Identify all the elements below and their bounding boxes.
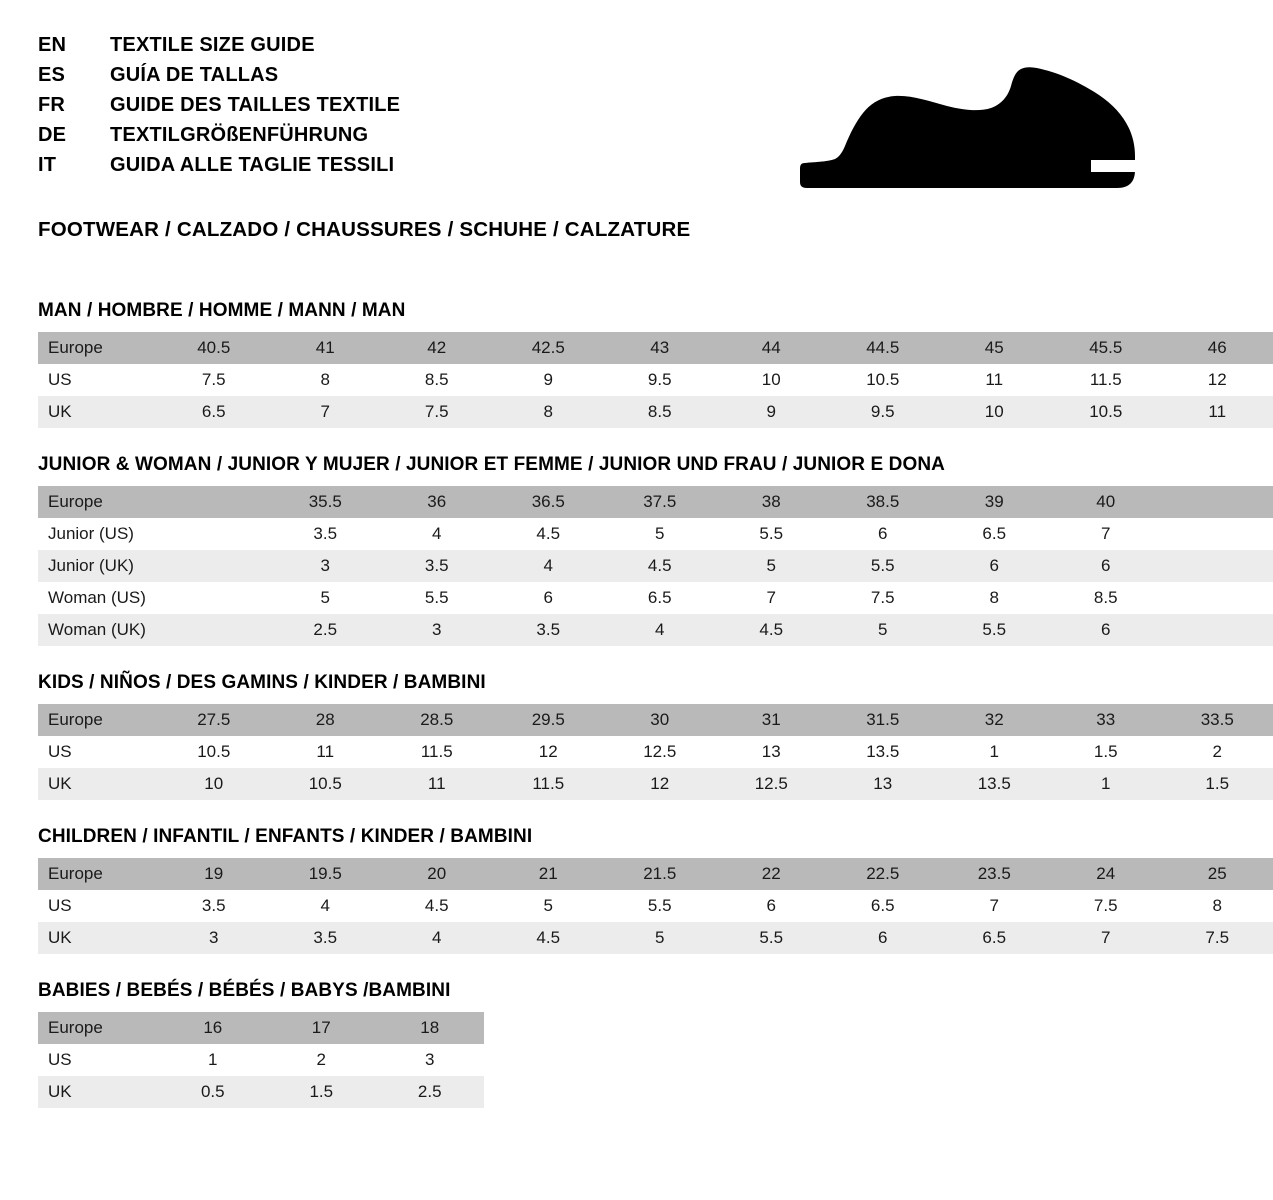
cell: 32	[939, 704, 1051, 736]
cell: 3.5	[270, 922, 382, 954]
cell: 27.5	[158, 704, 270, 736]
cell: 7	[1050, 518, 1162, 550]
cell: 4.5	[493, 922, 605, 954]
cell: 5	[493, 890, 605, 922]
language-row	[38, 64, 400, 87]
cell: 1.5	[267, 1076, 375, 1108]
cell: 11	[939, 364, 1051, 396]
table-row	[38, 922, 1273, 954]
row-label: Junior (US)	[38, 518, 158, 550]
cell: 12.5	[604, 736, 716, 768]
row-label: Europe	[38, 704, 158, 736]
cell: 36	[381, 486, 493, 518]
row-label: Europe	[38, 858, 158, 890]
cell: 4.5	[604, 550, 716, 582]
dress-shoe-icon	[802, 34, 1162, 190]
cell: 11.5	[381, 736, 493, 768]
cell: 33	[1050, 704, 1162, 736]
cell: 11.5	[1050, 364, 1162, 396]
table-row	[38, 704, 1273, 736]
cell: 7.5	[1050, 890, 1162, 922]
cell: 7	[716, 582, 828, 614]
size-sections	[38, 300, 1234, 1108]
cell: 10.5	[1050, 396, 1162, 428]
cell: 8.5	[1050, 582, 1162, 614]
row-label: Woman (US)	[38, 582, 158, 614]
cell: 5.5	[827, 550, 939, 582]
language-row	[38, 154, 400, 177]
cell: 45.5	[1050, 332, 1162, 364]
cell: 9.5	[827, 396, 939, 428]
cell: 4	[381, 518, 493, 550]
cell: 12	[1162, 364, 1273, 396]
cell: 1.5	[1050, 736, 1162, 768]
cell: 40.5	[158, 332, 270, 364]
row-label: US	[38, 364, 158, 396]
cell: 35.5	[270, 486, 382, 518]
cell: 7	[939, 890, 1051, 922]
section-title: JUNIOR & WOMAN / JUNIOR Y MUJER / JUNIOR ET FEMME / JUNIOR UND FRAU / JUNIOR E DONA	[38, 454, 946, 475]
cell	[158, 550, 270, 582]
cell: 25	[1162, 858, 1273, 890]
cell: 6	[827, 922, 939, 954]
cell	[1162, 582, 1273, 614]
cell: 8	[493, 396, 605, 428]
cell: 13.5	[939, 768, 1051, 800]
section-babies	[38, 980, 1162, 1108]
cell: 7.5	[158, 364, 270, 396]
cell: 1	[1050, 768, 1162, 800]
cell: 21	[493, 858, 605, 890]
cell: 5.5	[381, 582, 493, 614]
cell	[1162, 518, 1273, 550]
cell	[158, 486, 270, 518]
row-label: Woman (UK)	[38, 614, 158, 646]
cell: 5	[827, 614, 939, 646]
cell: 3	[158, 922, 270, 954]
cell: 2.5	[376, 1076, 485, 1108]
cell: 8	[939, 582, 1051, 614]
cell: 36.5	[493, 486, 605, 518]
cell: 10.5	[158, 736, 270, 768]
row-label: US	[38, 890, 158, 922]
cell: 11	[1162, 396, 1273, 428]
table-row	[38, 396, 1273, 428]
cell: 3	[270, 550, 382, 582]
section-title: KIDS / NIÑOS / DES GAMINS / KINDER / BAMBINI	[38, 672, 486, 693]
cell: 2	[1162, 736, 1273, 768]
cell: 28	[270, 704, 382, 736]
section-kids	[38, 672, 1234, 800]
cell: 46	[1162, 332, 1273, 364]
section-title: CHILDREN / INFANTIL / ENFANTS / KINDER / BAMBINI	[38, 826, 533, 847]
table-row	[38, 518, 1273, 550]
cell: 31.5	[827, 704, 939, 736]
cell: 4	[270, 890, 382, 922]
cell: 7.5	[1162, 922, 1273, 954]
cell	[158, 518, 270, 550]
cell: 20	[381, 858, 493, 890]
cell: 7.5	[381, 396, 493, 428]
table-row	[38, 486, 1273, 518]
cell: 10	[939, 396, 1051, 428]
cell: 1	[939, 736, 1051, 768]
cell: 0.5	[159, 1076, 267, 1108]
cell: 31	[716, 704, 828, 736]
language-title: TEXTILGRÖßENFÜHRUNG	[110, 124, 369, 146]
table-row	[38, 614, 1273, 646]
language-title: GUIDA ALLE TAGLIE TESSILI	[110, 154, 395, 176]
cell: 8	[1162, 890, 1273, 922]
cell: 44.5	[827, 332, 939, 364]
cell: 4	[604, 614, 716, 646]
language-code: DE	[38, 124, 67, 146]
cell: 6.5	[604, 582, 716, 614]
size-table-junior-woman	[38, 486, 1273, 646]
language-code: FR	[38, 94, 66, 116]
cell: 8.5	[381, 364, 493, 396]
cell: 12.5	[716, 768, 828, 800]
cell: 44	[716, 332, 828, 364]
size-table-babies	[38, 1012, 484, 1108]
cell: 3.5	[493, 614, 605, 646]
cell: 5.5	[716, 922, 828, 954]
cell: 12	[604, 768, 716, 800]
cell: 6	[1050, 550, 1162, 582]
cell: 8	[270, 364, 382, 396]
cell: 5.5	[716, 518, 828, 550]
cell: 6	[1050, 614, 1162, 646]
cell: 4.5	[381, 890, 493, 922]
table-row	[38, 550, 1273, 582]
row-label: UK	[38, 922, 158, 954]
table-row	[38, 364, 1273, 396]
cell: 40	[1050, 486, 1162, 518]
cell: 11	[270, 736, 382, 768]
language-row	[38, 124, 400, 147]
cell: 10	[158, 768, 270, 800]
language-title: TEXTILE SIZE GUIDE	[110, 34, 315, 56]
section-title: BABIES / BEBÉS / BÉBÉS / BABYS /BAMBINI	[38, 980, 451, 1001]
cell: 13	[827, 768, 939, 800]
language-title: GUÍA DE TALLAS	[110, 64, 279, 86]
table-row	[38, 1076, 484, 1108]
cell: 6	[827, 518, 939, 550]
cell: 7.5	[827, 582, 939, 614]
table-row	[38, 890, 1273, 922]
cell: 4.5	[716, 614, 828, 646]
cell: 41	[270, 332, 382, 364]
language-code: EN	[38, 34, 67, 56]
cell: 19.5	[270, 858, 382, 890]
cell: 12	[493, 736, 605, 768]
cell: 9.5	[604, 364, 716, 396]
cell: 45	[939, 332, 1051, 364]
table-row	[38, 768, 1273, 800]
cell: 6	[939, 550, 1051, 582]
cell: 21.5	[604, 858, 716, 890]
cell: 23.5	[939, 858, 1051, 890]
row-label: US	[38, 1044, 159, 1076]
row-label: Europe	[38, 486, 158, 518]
cell: 19	[158, 858, 270, 890]
cell: 5.5	[604, 890, 716, 922]
cell: 11	[381, 768, 493, 800]
language-code: IT	[38, 154, 57, 176]
row-label: US	[38, 736, 158, 768]
cell: 1.5	[1162, 768, 1273, 800]
cell: 10.5	[827, 364, 939, 396]
cell: 8.5	[604, 396, 716, 428]
cell: 17	[267, 1012, 375, 1044]
table-row	[38, 1012, 484, 1044]
cell: 5	[604, 922, 716, 954]
section-man	[38, 300, 1227, 428]
cell: 5	[604, 518, 716, 550]
cell: 3.5	[270, 518, 382, 550]
cell: 18	[376, 1012, 485, 1044]
cell: 6	[716, 890, 828, 922]
cell: 38.5	[827, 486, 939, 518]
row-label: UK	[38, 768, 158, 800]
page-subtitle: FOOTWEAR / CALZADO / CHAUSSURES / SCHUHE / CALZATURE	[38, 218, 691, 241]
cell: 5.5	[939, 614, 1051, 646]
cell: 13	[716, 736, 828, 768]
cell: 9	[716, 396, 828, 428]
section-children	[38, 826, 1230, 954]
cell: 30	[604, 704, 716, 736]
table-row	[38, 582, 1273, 614]
table-row	[38, 736, 1273, 768]
cell: 1	[159, 1044, 267, 1076]
cell: 9	[493, 364, 605, 396]
cell: 11.5	[493, 768, 605, 800]
cell: 3	[381, 614, 493, 646]
section-title: MAN / HOMBRE / HOMME / MANN / MAN	[38, 300, 406, 321]
cell: 38	[716, 486, 828, 518]
row-label: Europe	[38, 1012, 159, 1044]
cell: 6.5	[158, 396, 270, 428]
row-label: Junior (UK)	[38, 550, 158, 582]
size-table-man	[38, 332, 1273, 428]
size-table-children	[38, 858, 1273, 954]
cell: 3.5	[381, 550, 493, 582]
cell: 7	[1050, 922, 1162, 954]
cell: 3.5	[158, 890, 270, 922]
cell: 10.5	[270, 768, 382, 800]
cell	[1162, 550, 1273, 582]
table-row	[38, 1044, 484, 1076]
cell: 7	[270, 396, 382, 428]
cell: 10	[716, 364, 828, 396]
cell: 6.5	[939, 518, 1051, 550]
cell: 4	[381, 922, 493, 954]
cell: 5	[716, 550, 828, 582]
cell: 42.5	[493, 332, 605, 364]
table-row	[38, 332, 1273, 364]
cell: 43	[604, 332, 716, 364]
row-label: Europe	[38, 332, 158, 364]
cell: 22	[716, 858, 828, 890]
cell: 4.5	[493, 518, 605, 550]
cell: 29.5	[493, 704, 605, 736]
cell: 2.5	[270, 614, 382, 646]
cell: 13.5	[827, 736, 939, 768]
row-label: UK	[38, 396, 158, 428]
cell: 42	[381, 332, 493, 364]
page-header	[38, 34, 1162, 190]
table-row	[38, 858, 1273, 890]
cell	[158, 582, 270, 614]
cell: 5	[270, 582, 382, 614]
cell: 37.5	[604, 486, 716, 518]
row-label: UK	[38, 1076, 159, 1108]
section-junior-woman	[38, 454, 1162, 646]
cell: 6	[493, 582, 605, 614]
cell: 28.5	[381, 704, 493, 736]
cell: 24	[1050, 858, 1162, 890]
language-row	[38, 94, 400, 117]
language-title: GUIDE DES TAILLES TEXTILE	[110, 94, 401, 116]
cell: 4	[493, 550, 605, 582]
cell: 16	[159, 1012, 267, 1044]
cell: 3	[376, 1044, 485, 1076]
cell: 39	[939, 486, 1051, 518]
cell: 22.5	[827, 858, 939, 890]
language-title-list	[38, 34, 400, 184]
size-table-kids	[38, 704, 1273, 800]
cell	[1162, 486, 1273, 518]
cell: 6.5	[939, 922, 1051, 954]
cell: 2	[267, 1044, 375, 1076]
cell: 6.5	[827, 890, 939, 922]
cell	[158, 614, 270, 646]
cell	[1162, 614, 1273, 646]
language-row	[38, 34, 400, 57]
cell: 33.5	[1162, 704, 1273, 736]
language-code: ES	[38, 64, 66, 86]
